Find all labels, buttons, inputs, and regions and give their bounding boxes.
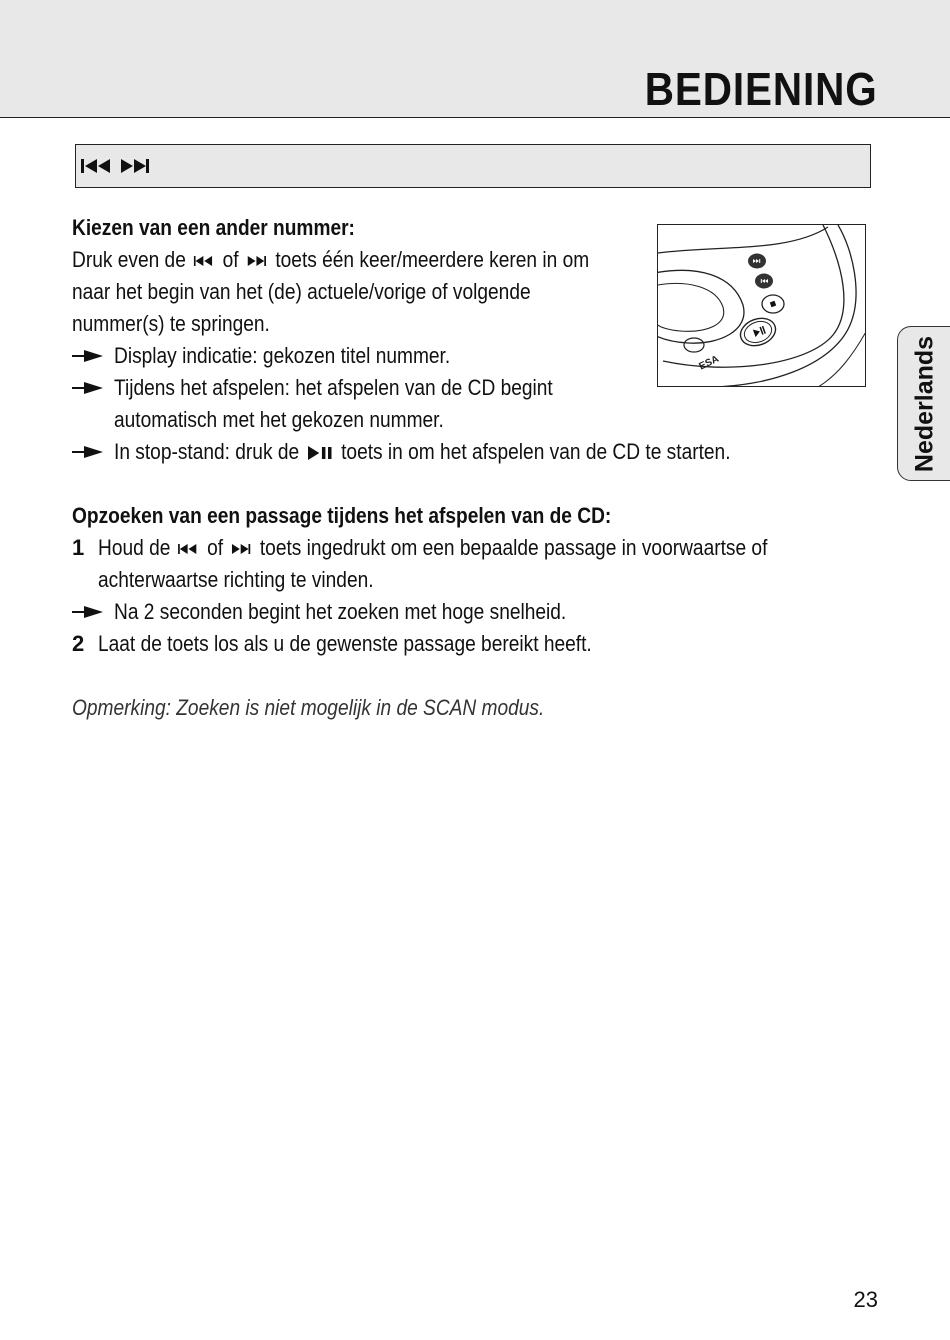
step-text-continued: achterwaartse richting te vinden. xyxy=(98,567,374,592)
bullet-item xyxy=(72,436,872,468)
arrow-bullet-icon xyxy=(72,350,104,362)
esa-label: ESA xyxy=(697,353,721,373)
section2-heading: Opzoeken van een passage tijdens het afspelen van de CD: xyxy=(72,503,612,528)
bullet-text-continued: automatisch met het gekozen nummer. xyxy=(114,407,444,432)
note-text: Opmerking: Zoeken is niet mogelijk in de SCAN modus. xyxy=(72,695,545,720)
section1-intro-line2: naar het begin van het (de) actuele/vorige of volgende xyxy=(72,279,531,304)
next-track-icon xyxy=(121,159,149,173)
section1-intro-line3: nummer(s) te springen. xyxy=(72,311,270,336)
bullet-text: In stop-stand: druk de toets in om het afspelen van de CD te starten. xyxy=(114,439,731,464)
section1-intro-line1: Druk even de of toets één keer/meerdere keren in om xyxy=(72,247,590,272)
arrow-bullet-icon xyxy=(72,382,104,394)
step-number: 1 xyxy=(72,535,85,560)
section-bar xyxy=(75,144,871,188)
arrow-bullet-icon xyxy=(72,446,104,458)
previous-next-track-icons xyxy=(80,156,150,176)
step-text: Houd de of toets ingedrukt om een bepaalde passage in voorwaartse of xyxy=(98,535,768,560)
numbered-step xyxy=(72,628,872,660)
next-track-icon xyxy=(231,543,252,555)
bullet-item xyxy=(72,372,872,436)
previous-track-icon xyxy=(178,543,199,555)
page-number: 23 xyxy=(853,1287,878,1312)
main-content xyxy=(72,212,872,724)
numbered-step xyxy=(72,532,872,596)
previous-track-icon xyxy=(194,255,215,267)
language-tab-label: Nederlands xyxy=(910,335,939,473)
bullet-text: Tijdens het afspelen: het afspelen van de CD begint xyxy=(114,375,553,400)
play-pause-icon xyxy=(307,446,333,460)
next-track-icon xyxy=(247,255,268,267)
step-number: 2 xyxy=(72,631,85,656)
previous-track-icon xyxy=(81,159,110,173)
section1-heading: Kiezen van een ander nummer: xyxy=(72,215,355,240)
section1 xyxy=(72,212,872,244)
page-title: BEDIENING xyxy=(645,63,878,115)
section2 xyxy=(72,500,872,532)
bullet-item xyxy=(72,340,872,372)
step-text: Laat de toets los als u de gewenste passage bereikt heeft. xyxy=(98,631,592,656)
arrow-bullet-icon xyxy=(72,606,104,618)
bullet-text: Display indicatie: gekozen titel nummer. xyxy=(114,343,451,368)
bullet-item xyxy=(72,596,872,628)
bullet-text: Na 2 seconden begint het zoeken met hoge snelheid. xyxy=(114,599,567,624)
